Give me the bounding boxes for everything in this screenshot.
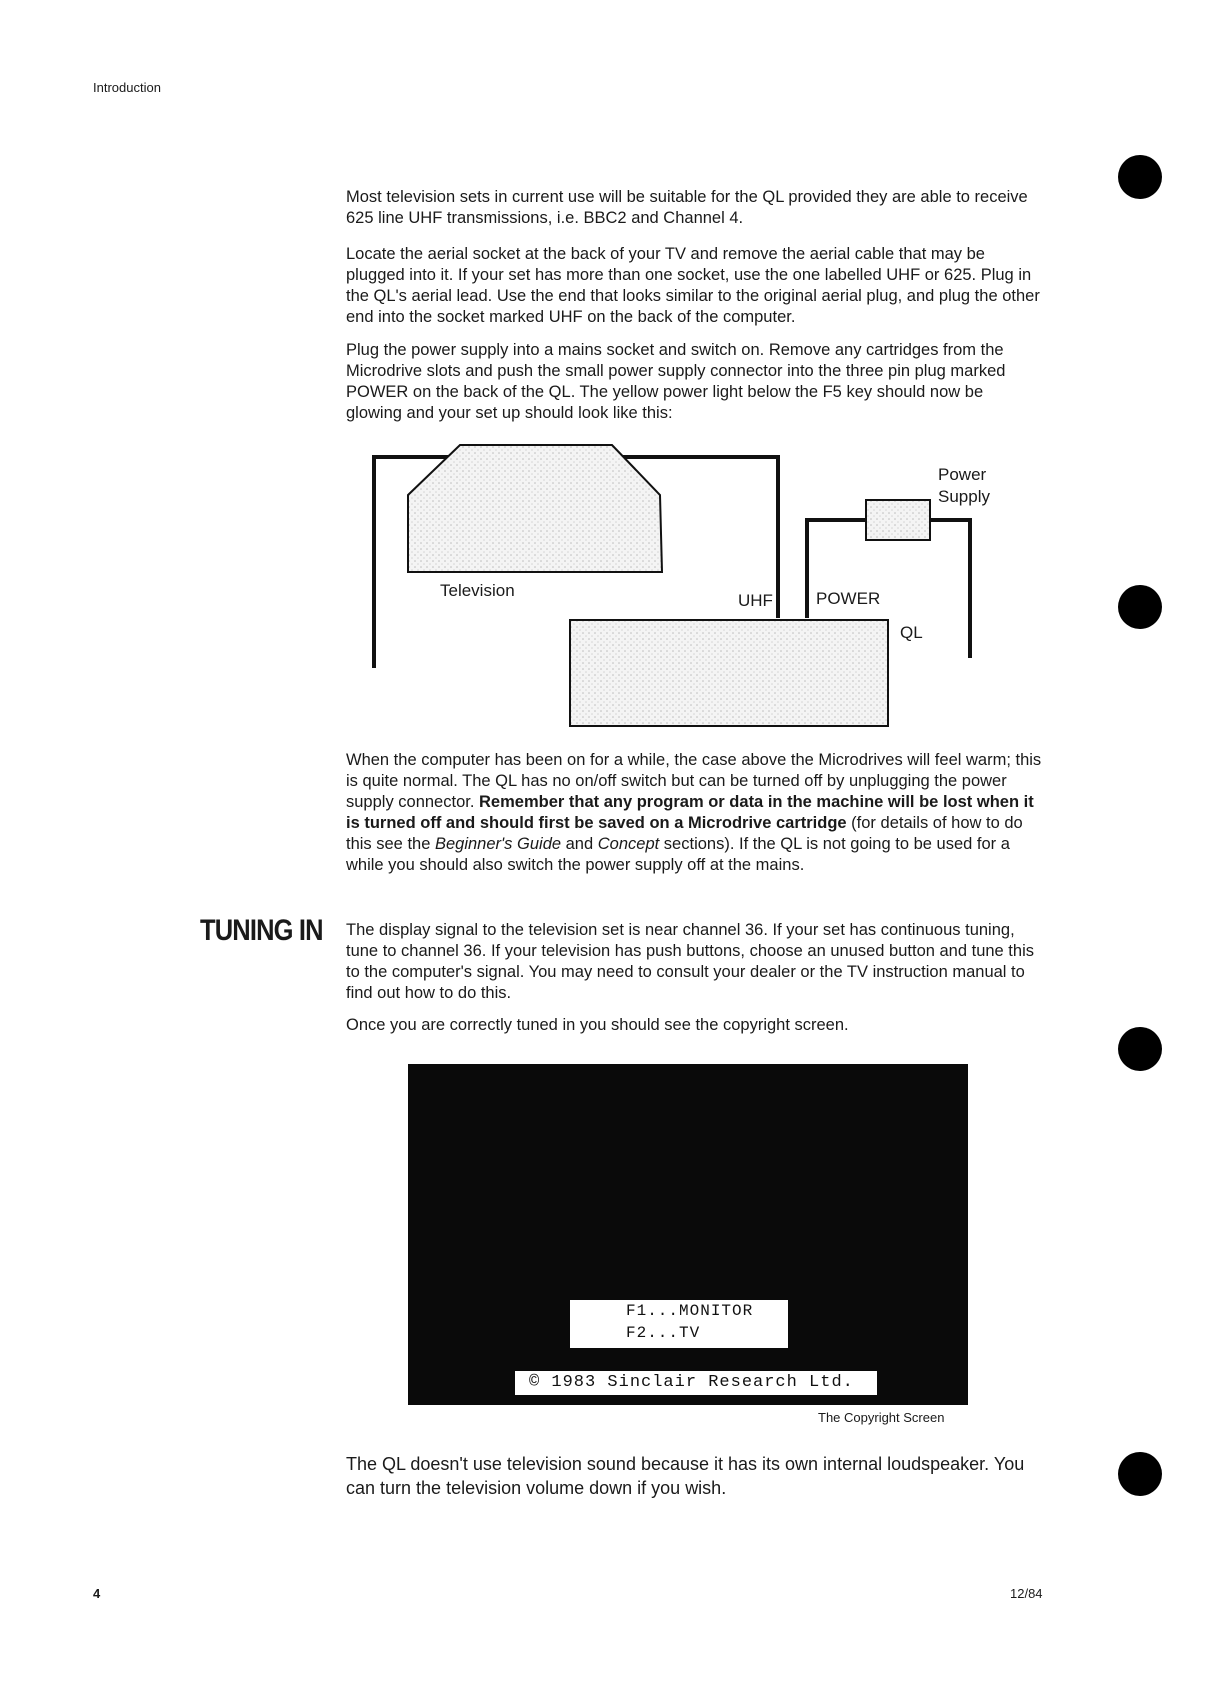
setup-diagram — [360, 440, 1020, 740]
menu-option-monitor: F1...MONITOR — [626, 1302, 754, 1320]
paragraph-power-supply: Plug the power supply into a mains socket and switch on. Remove any cartridges from the Microdrive slots and push the small power supply connector into the three pin plug marked POWER on the back of the QL. The yellow power light below the F5 key should now be glowing and your set up should look like this: — [346, 341, 1006, 422]
ql-label: QL — [900, 623, 923, 642]
page-number: 4 — [93, 1586, 101, 1601]
p4-italic-concept: Concept — [597, 835, 660, 853]
copyright-screen-image — [408, 1064, 968, 1405]
power-supply-shape — [866, 500, 930, 540]
p4-text-4: sections). If the QL is not going to be used for a while you should also switch the power supply off at the mains. — [346, 835, 1010, 874]
p4-text-3: and — [561, 835, 598, 853]
p4-text-1: When the computer has been on for a while, the case above the Microdrives will feel warm; this is quite normal. The QL has no on/off switch but can be turned off by unplugging the power supply connector. — [346, 751, 1042, 811]
ql-computer-shape — [570, 620, 888, 726]
paragraph-tv-suitability: Most television sets in current use will be suitable for the QL provided they are able to receive 625 line UHF transmissions, i.e. BBC2 and Channel 4. — [346, 188, 1028, 227]
binder-hole — [1118, 1027, 1162, 1071]
binder-hole — [1118, 155, 1162, 199]
p4-bold-warning: Remember that any program or data in the machine will be lost when it is turned off and should first be saved on a Microdrive cartridge — [346, 793, 1034, 832]
date-code: 12/84 — [1010, 1586, 1043, 1601]
power-supply-label-1: Power — [938, 465, 987, 484]
p4-italic-beginners-guide: Beginner's Guide — [434, 835, 562, 853]
paragraph-aerial-socket: Locate the aerial socket at the back of your TV and remove the aerial cable that may be plugged into it. If your set has more than one socket, use the one labelled UHF or 625. Plug in the QL's aerial lead. Use the end that looks similar to the original aerial plug, and plug the other end into the socket marked UHF on the back of the computer. — [346, 245, 1040, 326]
television-shape — [408, 445, 662, 572]
binder-hole — [1118, 1452, 1162, 1496]
power-label: POWER — [816, 589, 881, 608]
uhf-label: UHF — [738, 591, 773, 610]
menu-option-tv: F2...TV — [626, 1324, 701, 1342]
paragraph-tuning: The display signal to the television set is near channel 36. If your set has continuous tuning, tune to channel 36. If your television has push buttons, choose an unused button and tune this to the computer's signal. You may need to consult your dealer or the TV instruction manual to find out how to do this. — [346, 921, 1034, 1002]
television-label: Television — [440, 581, 515, 600]
copyright-text: © 1983 Sinclair Research Ltd. — [529, 1373, 854, 1392]
paragraph-sound: The QL doesn't use television sound because it has its own internal loudspeaker. You can turn the television volume down if you wish. — [346, 1454, 1025, 1498]
setup-diagram-svg — [360, 440, 1020, 740]
p4-text-2: (for details of how to do this see the — [346, 814, 1023, 853]
paragraph-warm-case — [346, 750, 1042, 876]
binder-hole — [1118, 585, 1162, 629]
paragraph-copyright-screen: Once you are correctly tuned in you should see the copyright screen. — [346, 1016, 849, 1034]
power-supply-label-2: Supply — [938, 487, 990, 506]
figure-caption: The Copyright Screen — [818, 1410, 945, 1425]
section-header: Introduction — [93, 80, 161, 95]
tuning-in-heading: TUNING IN — [200, 914, 323, 947]
mains-lead-line — [930, 520, 970, 658]
monitor-tv-menu — [570, 1300, 788, 1348]
copyright-bar — [515, 1371, 877, 1395]
